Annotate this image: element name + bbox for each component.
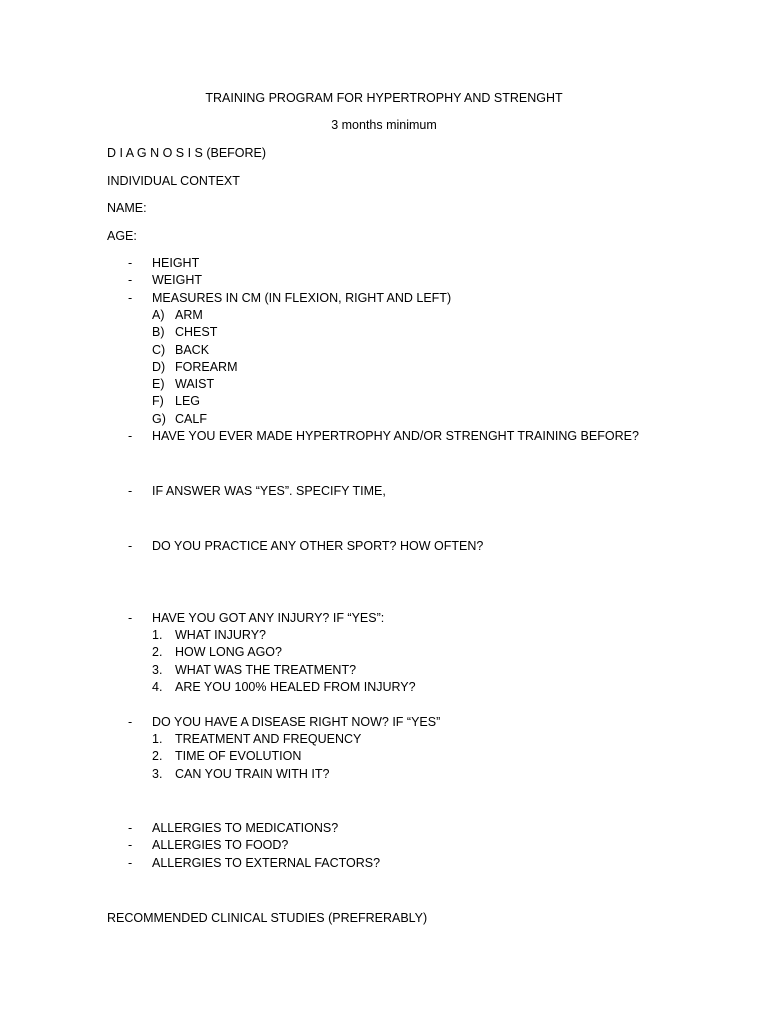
measure-item-back: BACK (175, 343, 210, 357)
injury-item: HOW LONG AGO? (175, 645, 282, 659)
list-marker: C) (152, 343, 166, 357)
disease-item: CAN YOU TRAIN WITH IT? (175, 767, 330, 781)
list-marker: 3. (152, 663, 163, 677)
bullet-dash: - (128, 611, 133, 625)
bullet-dash: - (128, 273, 133, 287)
bullet-dash: - (128, 821, 133, 835)
list-marker: 4. (152, 680, 163, 694)
bullet-dash: - (128, 291, 133, 305)
bullet-dash: - (128, 429, 133, 443)
item-weight: WEIGHT (152, 273, 202, 287)
disease-item: TIME OF EVOLUTION (175, 749, 302, 763)
item-injury: HAVE YOU GOT ANY INJURY? IF “YES”: (152, 611, 385, 625)
bullet-dash: - (128, 715, 133, 729)
measure-item-leg: LEG (175, 394, 201, 408)
item-other-sport: DO YOU PRACTICE ANY OTHER SPORT? HOW OFTEN? (152, 539, 484, 553)
item-allergy-medications: ALLERGIES TO MEDICATIONS? (152, 821, 339, 835)
measure-item-chest: CHEST (175, 325, 218, 339)
bullet-dash: - (128, 256, 133, 270)
list-marker: D) (152, 360, 166, 374)
item-specify-time: IF ANSWER WAS “YES”. SPECIFY TIME, (152, 484, 386, 498)
list-marker: E) (152, 377, 165, 391)
item-allergy-food: ALLERGIES TO FOOD? (152, 838, 289, 852)
bullet-dash: - (128, 838, 133, 852)
recommended-studies-heading: RECOMMENDED CLINICAL STUDIES (PREFRERABLY) (107, 911, 428, 925)
item-measures: MEASURES IN CM (IN FLEXION, RIGHT AND LEFT) (152, 291, 452, 305)
list-marker: F) (152, 394, 164, 408)
document-subtitle: 3 months minimum (331, 118, 437, 132)
measure-item-arm: ARM (175, 308, 203, 322)
list-marker: 3. (152, 767, 163, 781)
list-marker: G) (152, 412, 166, 426)
item-training-before: HAVE YOU EVER MADE HYPERTROPHY AND/OR STRENGHT TRAINING BEFORE? (152, 429, 639, 443)
bullet-dash: - (128, 539, 133, 553)
bullet-dash: - (128, 484, 133, 498)
age-label: AGE: (107, 229, 137, 243)
diagnosis-heading: D I A G N O S I S (BEFORE) (107, 146, 267, 160)
list-marker: 2. (152, 645, 163, 659)
measure-item-forearm: FOREARM (175, 360, 238, 374)
item-height: HEIGHT (152, 256, 200, 270)
list-marker: B) (152, 325, 165, 339)
document-title: TRAINING PROGRAM FOR HYPERTROPHY AND STRENGHT (205, 91, 563, 105)
list-marker: 1. (152, 732, 163, 746)
item-disease: DO YOU HAVE A DISEASE RIGHT NOW? IF “YES” (152, 715, 441, 729)
list-marker: A) (152, 308, 165, 322)
injury-item: WHAT INJURY? (175, 628, 266, 642)
list-marker: 1. (152, 628, 163, 642)
individual-context-heading: INDIVIDUAL CONTEXT (107, 174, 240, 188)
measure-item-waist: WAIST (175, 377, 215, 391)
name-label: NAME: (107, 201, 147, 215)
injury-item: ARE YOU 100% HEALED FROM INJURY? (175, 680, 416, 694)
injury-item: WHAT WAS THE TREATMENT? (175, 663, 357, 677)
list-marker: 2. (152, 749, 163, 763)
disease-item: TREATMENT AND FREQUENCY (175, 732, 362, 746)
measure-item-calf: CALF (175, 412, 207, 426)
bullet-dash: - (128, 856, 133, 870)
item-allergy-external: ALLERGIES TO EXTERNAL FACTORS? (152, 856, 381, 870)
